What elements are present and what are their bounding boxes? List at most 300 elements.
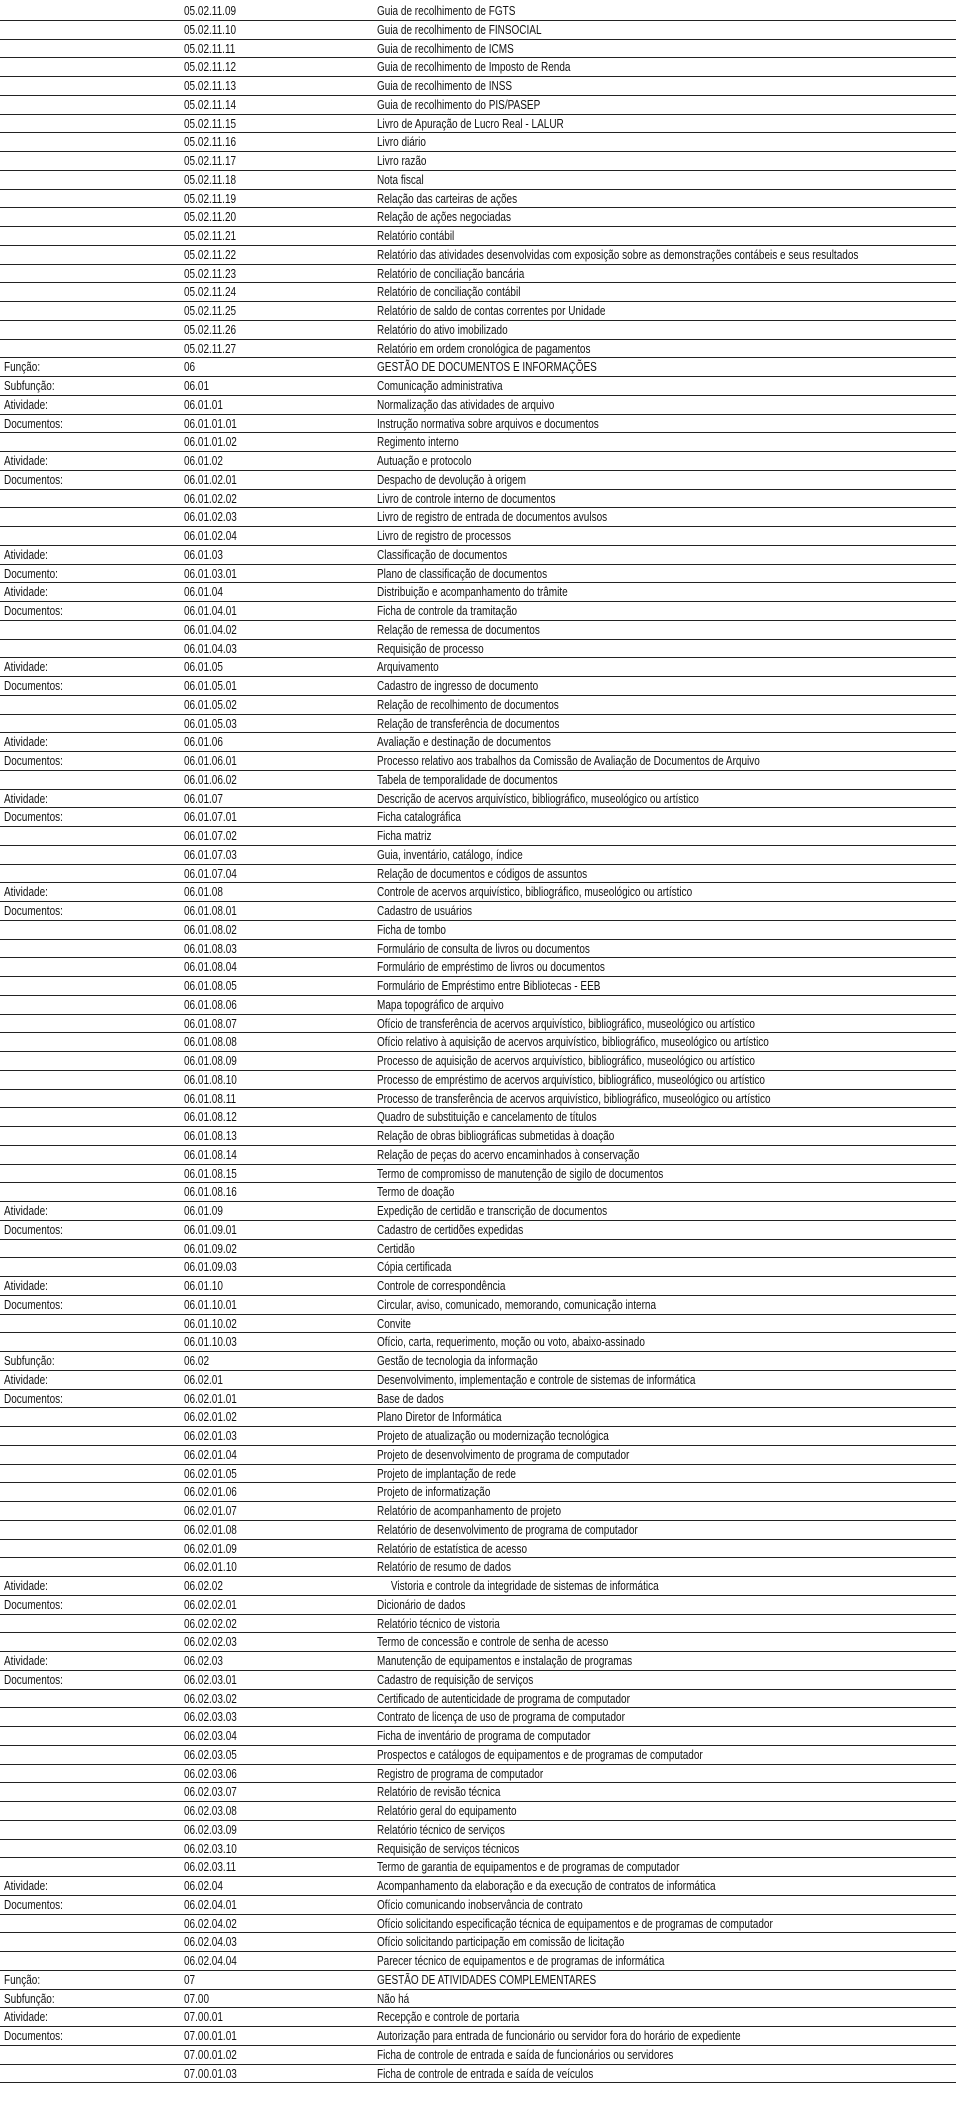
table-row (0, 40, 956, 59)
row-description: Classificação de documentos (377, 547, 508, 562)
table-row (0, 640, 956, 659)
row-code: 06 (184, 360, 196, 375)
table-row (0, 1315, 956, 1334)
row-code: 06.01 (184, 379, 210, 393)
row-label: Subfunção: (4, 1991, 55, 2006)
row-description: Avaliação e destinação de documentos (377, 735, 551, 750)
table-row (0, 1690, 956, 1709)
table-row (0, 1277, 956, 1296)
row-description: Relatório de estatística de acesso (377, 1541, 528, 1556)
table-row (0, 2065, 956, 2084)
table-row (0, 1015, 956, 1034)
row-label: Atividade: (4, 885, 48, 900)
row-description: Livro razão (377, 154, 427, 168)
table-row (0, 1202, 956, 1221)
table-row (0, 302, 956, 321)
row-description: Vistoria e controle da integridade de sistemas de informática (377, 1579, 659, 1593)
table-row (0, 77, 956, 96)
row-description: Relação de documentos e códigos de assuntos (377, 866, 588, 881)
row-description: Cadastro de requisição de serviços (377, 1672, 534, 1687)
table-row (0, 96, 956, 115)
row-description: Ofício, carta, requerimento, moção ou voto, abaixo-assinado (377, 1335, 645, 1350)
row-label: Atividade: (4, 454, 48, 468)
row-code: 06.02.01.08 (184, 1522, 237, 1537)
row-code: 06.01.03 (184, 547, 223, 562)
table-row (0, 808, 956, 827)
row-code: 05.02.11.17 (184, 154, 237, 168)
table-row (0, 1671, 956, 1690)
table-row (0, 152, 956, 171)
row-description: Livro de controle interno de documentos (377, 491, 556, 506)
row-code: 05.02.11.14 (184, 97, 237, 112)
row-description: Autorização para entrada de funcionário ou servidor fora do horário de expediente (377, 2029, 741, 2043)
row-code: 06.02.01.05 (184, 1466, 237, 1481)
table-row (0, 1333, 956, 1352)
row-description: Guia, inventário, catálogo, índice (377, 847, 523, 862)
row-code: 06.01.08.14 (184, 1147, 237, 1162)
row-description: Tabela de temporalidade de documentos (377, 772, 558, 787)
row-description: Prospectos e catálogos de equipamentos e de programas de computador (377, 1747, 703, 1762)
row-description: Relação de remessa de documentos (377, 622, 540, 637)
row-code: 06.02.02 (184, 1579, 223, 1593)
row-description: Livro de Apuração de Lucro Real - LALUR (377, 116, 564, 131)
row-code: 06.01.05.02 (184, 697, 237, 712)
row-code: 06.02.01.06 (184, 1485, 237, 1500)
table-row (0, 171, 956, 190)
row-code: 06.01.08.01 (184, 904, 237, 918)
row-description: Quadro de substituição e cancelamento de títulos (377, 1110, 597, 1125)
row-code: 06.01.01.01 (184, 416, 237, 431)
row-label: Atividade: (4, 660, 48, 675)
row-label: Documentos: (4, 1597, 63, 1612)
row-code: 07.00 (184, 1991, 210, 2006)
table-row (0, 433, 956, 452)
row-description: Certificado de autenticidade de programa de computador (377, 1691, 630, 1706)
table-row (0, 1258, 956, 1277)
row-code: 06.01.08 (184, 885, 223, 900)
row-description: Guia de recolhimento de FINSOCIAL (377, 22, 542, 37)
row-description: Termo de concessão e controle de senha de acesso (377, 1635, 609, 1650)
row-description: Instrução normativa sobre arquivos e documentos (377, 416, 599, 431)
row-description: Regimento interno (377, 435, 459, 450)
row-label: Atividade: (4, 2010, 48, 2025)
row-description: Cadastro de usuários (377, 904, 473, 918)
row-description: Nota fiscal (377, 172, 424, 187)
row-label: Atividade: (4, 1654, 48, 1668)
row-code: 06.01.08.09 (184, 1054, 237, 1068)
table-row (0, 452, 956, 471)
table-row (0, 2027, 956, 2046)
table-row (0, 733, 956, 752)
table-row (0, 658, 956, 677)
row-code: 06.01.10.03 (184, 1335, 237, 1350)
row-description: Gestão de tecnologia da informação (377, 1354, 538, 1368)
row-description: Relatório técnico de serviços (377, 1822, 505, 1837)
row-code: 05.02.11.27 (184, 341, 237, 356)
table-row (0, 1183, 956, 1202)
table-row (0, 396, 956, 415)
table-row (0, 340, 956, 359)
row-description: Termo de doação (377, 1185, 455, 1200)
row-description: Circular, aviso, comunicado, memorando, comunicação interna (377, 1297, 657, 1312)
table-row (0, 321, 956, 340)
row-code: 05.02.11.16 (184, 135, 237, 150)
row-label: Documento: (4, 566, 58, 581)
row-code: 05.02.11.26 (184, 322, 237, 337)
table-row (0, 1071, 956, 1090)
table-row (0, 1352, 956, 1371)
row-description: Formulário de Empréstimo entre Bibliotecas - EEB (377, 979, 601, 993)
table-row (0, 865, 956, 884)
row-label: Atividade: (4, 1372, 48, 1387)
row-description: Ficha catalográfica (377, 810, 461, 825)
row-code: 06.01.08.11 (184, 1091, 237, 1106)
table-row (0, 1052, 956, 1071)
row-description: Projeto de informatização (377, 1485, 491, 1500)
row-code: 06.02.04 (184, 1879, 223, 1893)
row-code: 06.02.01.02 (184, 1410, 237, 1425)
row-description: Parecer técnico de equipamentos e de programas de informática (377, 1954, 665, 1968)
row-code: 06.02.03.06 (184, 1766, 237, 1781)
table-row (0, 752, 956, 771)
row-description: Termo de compromisso de manutenção de sigilo de documentos (377, 1166, 664, 1181)
table-row (0, 1446, 956, 1465)
table-row (0, 1971, 956, 1990)
table-row (0, 1090, 956, 1109)
row-description: Guia de recolhimento de FGTS (377, 4, 516, 18)
row-description: Requisição de processo (377, 641, 484, 656)
row-code: 06.01.07.04 (184, 866, 237, 881)
row-description: Certidão (377, 1241, 415, 1256)
table-row (0, 2008, 956, 2027)
row-description: Processo de aquisição de acervos arquivístico, bibliográfico, museológico ou artístico (377, 1054, 755, 1068)
row-code: 06.01.06 (184, 735, 223, 750)
row-code: 06.02.01.03 (184, 1429, 237, 1443)
row-label: Documentos: (4, 754, 63, 768)
row-description: Processo relativo aos trabalhos da Comissão de Avaliação de Documentos de Arquivo (377, 754, 760, 768)
row-code: 07.00.01.03 (184, 2066, 237, 2081)
table-row (0, 1802, 956, 1821)
table-row (0, 415, 956, 434)
row-code: 06.02.03.08 (184, 1804, 237, 1818)
table-row (0, 283, 956, 302)
table-row (0, 602, 956, 621)
row-description: Relação de transferência de documentos (377, 716, 560, 731)
table-row (0, 1427, 956, 1446)
row-code: 06.02.03.04 (184, 1729, 237, 1743)
row-code: 06.02.01.09 (184, 1541, 237, 1556)
table-row (0, 1240, 956, 1259)
row-code: 06.01.05.03 (184, 716, 237, 731)
row-code: 06.02.04.04 (184, 1954, 237, 1968)
table-row (0, 227, 956, 246)
row-description: Mapa topográfico de arquivo (377, 997, 504, 1012)
row-description: Autuação e protocolo (377, 454, 472, 468)
row-code: 05.02.11.15 (184, 116, 237, 131)
table-row (0, 790, 956, 809)
row-code: 06.01.05 (184, 660, 223, 675)
row-code: 06.02.03.10 (184, 1841, 237, 1856)
row-label: Documentos: (4, 604, 63, 618)
row-code: 06.01.02.03 (184, 510, 237, 525)
row-label: Atividade: (4, 397, 48, 412)
table-row (0, 508, 956, 527)
row-label: Subfunção: (4, 1354, 55, 1368)
row-code: 05.02.11.23 (184, 266, 237, 281)
row-code: 06.01.04.01 (184, 604, 237, 618)
row-code: 06.01.08.02 (184, 922, 237, 937)
row-description: Ficha de tombo (377, 922, 446, 937)
table-row (0, 977, 956, 996)
row-description: Guia de recolhimento do PIS/PASEP (377, 97, 541, 112)
row-description: Relatório do ativo imobilizado (377, 322, 508, 337)
row-code: 06.01.01 (184, 397, 223, 412)
table-row (0, 1765, 956, 1784)
table-row (0, 1858, 956, 1877)
table-row (0, 958, 956, 977)
table-row (0, 1390, 956, 1409)
row-description: Dicionário de dados (377, 1597, 466, 1612)
row-code: 06.02.01.07 (184, 1504, 237, 1518)
row-code: 06.02.03.11 (184, 1860, 237, 1875)
row-code: 06.01.09.03 (184, 1260, 237, 1275)
table-row (0, 1371, 956, 1390)
table-row (0, 21, 956, 40)
table-row (0, 565, 956, 584)
table-row (0, 1877, 956, 1896)
row-description: Manutenção de equipamentos e instalação de programas (377, 1654, 633, 1668)
row-code: 06.02.03.05 (184, 1747, 237, 1762)
table-row (0, 921, 956, 940)
row-description: Relatório de revisão técnica (377, 1785, 501, 1800)
row-label: Atividade: (4, 547, 48, 562)
table-row (0, 1708, 956, 1727)
table-row (0, 2046, 956, 2065)
row-description: Relatório de conciliação bancária (377, 266, 525, 281)
row-description: Convite (377, 1316, 411, 1331)
table-row (0, 1465, 956, 1484)
classification-table (0, 2, 956, 2083)
row-code: 06.01.02.01 (184, 472, 237, 487)
row-label: Atividade: (4, 1579, 48, 1593)
row-code: 06.01.03.01 (184, 566, 237, 581)
row-code: 06.01.08.13 (184, 1129, 237, 1143)
row-description: Plano Diretor de Informática (377, 1410, 502, 1425)
row-code: 06.01.10.02 (184, 1316, 237, 1331)
table-row (0, 1408, 956, 1427)
table-row (0, 377, 956, 396)
table-row (0, 1952, 956, 1971)
table-row (0, 996, 956, 1015)
row-code: 06.02.04.03 (184, 1935, 237, 1950)
row-code: 06.01.06.02 (184, 772, 237, 787)
row-description: Contrato de licença de uso de programa de computador (377, 1710, 625, 1725)
row-label: Atividade: (4, 735, 48, 750)
table-row (0, 1577, 956, 1596)
row-code: 06.01.07.02 (184, 829, 237, 843)
table-row (0, 527, 956, 546)
row-code: 07.00.01 (184, 2010, 223, 2025)
row-description: Cópia certificada (377, 1260, 452, 1275)
row-code: 06.02.01.01 (184, 1391, 237, 1406)
row-description: GESTÃO DE ATIVIDADES COMPLEMENTARES (377, 1972, 597, 1987)
table-row (0, 265, 956, 284)
table-row (0, 1127, 956, 1146)
table-row (0, 358, 956, 377)
row-description: Processo de empréstimo de acervos arquivístico, bibliográfico, museológico ou artístico (377, 1072, 765, 1087)
table-row (0, 1146, 956, 1165)
row-description: Descrição de acervos arquivístico, bibliográfico, museológico ou artístico (377, 791, 699, 806)
row-description: Guia de recolhimento de INSS (377, 79, 513, 93)
row-code: 06.01.08.08 (184, 1035, 237, 1050)
table-row (0, 1915, 956, 1934)
table-row (0, 1521, 956, 1540)
row-description: Guia de recolhimento de ICMS (377, 41, 514, 56)
table-row (0, 2, 956, 21)
row-description: Recepção e controle de portaria (377, 2010, 520, 2025)
row-description: Projeto de implantação de rede (377, 1466, 516, 1481)
row-description: Ficha de controle de entrada e saída de veículos (377, 2066, 594, 2081)
row-label: Documentos: (4, 472, 63, 487)
row-description: Base de dados (377, 1391, 444, 1406)
row-description: Desenvolvimento, implementação e controle de sistemas de informática (377, 1372, 696, 1387)
row-code: 05.02.11.09 (184, 4, 237, 18)
row-description: Relação de peças do acervo encaminhados à conservação (377, 1147, 640, 1162)
row-description: Formulário de empréstimo de livros ou documentos (377, 960, 605, 975)
row-code: 05.02.11.25 (184, 304, 237, 318)
row-description: Cadastro de ingresso de documento (377, 679, 539, 693)
table-row (0, 246, 956, 265)
row-code: 06.01.04.02 (184, 622, 237, 637)
row-description: Arquivamento (377, 660, 439, 675)
row-description: Relatório contábil (377, 229, 455, 243)
row-code: 06.01.09.02 (184, 1241, 237, 1256)
table-row (0, 1540, 956, 1559)
row-label: Documentos: (4, 1222, 63, 1237)
row-code: 05.02.11.10 (184, 22, 237, 37)
row-code: 06.02.04.02 (184, 1916, 237, 1931)
table-row (0, 190, 956, 209)
row-description: Ofício de transferência de acervos arquivístico, bibliográfico, museológico ou artístico (377, 1016, 755, 1031)
row-description: Normalização das atividades de arquivo (377, 397, 555, 412)
row-label: Atividade: (4, 1879, 48, 1893)
row-description: Livro de registro de processos (377, 529, 511, 543)
row-description: Controle de correspondência (377, 1279, 506, 1293)
row-description: Ofício comunicando inobservância de contrato (377, 1897, 583, 1912)
row-code: 06.02.03.03 (184, 1710, 237, 1725)
table-row (0, 1933, 956, 1952)
row-code: 06.01.10.01 (184, 1297, 237, 1312)
table-row (0, 1502, 956, 1521)
row-code: 06.01.08.06 (184, 997, 237, 1012)
row-label: Atividade: (4, 585, 48, 600)
table-row (0, 1221, 956, 1240)
row-label: Documentos: (4, 1391, 63, 1406)
table-row (0, 1727, 956, 1746)
table-row (0, 902, 956, 921)
table-row (0, 1296, 956, 1315)
row-code: 06.02.01.10 (184, 1560, 237, 1575)
table-row (0, 1033, 956, 1052)
table-row (0, 677, 956, 696)
table-row (0, 715, 956, 734)
row-code: 06.01.04.03 (184, 641, 237, 656)
row-code: 06.02.01 (184, 1372, 223, 1387)
table-row (0, 1783, 956, 1802)
row-description: Relação das carteiras de ações (377, 191, 518, 206)
row-code: 06.02.03.02 (184, 1691, 237, 1706)
row-description: Ofício relativo à aquisição de acervos arquivístico, bibliográfico, museológico ou artístico (377, 1035, 769, 1050)
row-code: 06.01.09.01 (184, 1222, 237, 1237)
row-description: Não há (377, 1991, 410, 2006)
row-code: 06.01.02 (184, 454, 223, 468)
row-code: 06.01.08.16 (184, 1185, 237, 1200)
row-label: Atividade: (4, 791, 48, 806)
row-description: Termo de garantia de equipamentos e de programas de computador (377, 1860, 680, 1875)
table-row (0, 208, 956, 227)
row-description: Formulário de consulta de livros ou documentos (377, 941, 590, 956)
table-row (0, 583, 956, 602)
table-row (0, 1483, 956, 1502)
row-description: Livro de registro de entrada de documentos avulsos (377, 510, 608, 525)
row-description: Relatório de resumo de dados (377, 1560, 511, 1575)
row-description: Comunicação administrativa (377, 379, 503, 393)
table-row (0, 827, 956, 846)
row-code: 06.01.08.07 (184, 1016, 237, 1031)
row-description: Registro de programa de computador (377, 1766, 544, 1781)
row-code: 05.02.11.11 (184, 41, 236, 56)
row-description: Relatório de conciliação contábil (377, 285, 521, 300)
row-label: Documentos: (4, 1297, 63, 1312)
row-description: Cadastro de certidões expedidas (377, 1222, 524, 1237)
row-description: Ficha de inventário de programa de computador (377, 1729, 591, 1743)
row-description: Ofício solicitando especificação técnica de equipamentos e de programas de computador (377, 1916, 773, 1931)
row-code: 06.01.07 (184, 791, 223, 806)
row-label: Função: (4, 1972, 41, 1987)
row-code: 05.02.11.12 (184, 60, 237, 75)
row-code: 06.01.04 (184, 585, 223, 600)
row-code: 06.02.03 (184, 1654, 223, 1668)
table-row (0, 1615, 956, 1634)
row-description: Relatório de saldo de contas correntes por Unidade (377, 304, 606, 318)
row-label: Documentos: (4, 810, 63, 825)
row-description: Acompanhamento da elaboração e da execução de contratos de informática (377, 1879, 716, 1893)
row-description: Relatório em ordem cronológica de pagamentos (377, 341, 591, 356)
row-description: Relatório técnico de vistoria (377, 1616, 500, 1631)
table-row (0, 1840, 956, 1859)
row-code: 05.02.11.13 (184, 79, 237, 93)
table-row (0, 1652, 956, 1671)
row-code: 06.02.03.09 (184, 1822, 237, 1837)
row-code: 06.01.08.05 (184, 979, 237, 993)
row-description: Ficha matriz (377, 829, 432, 843)
table-row (0, 1746, 956, 1765)
table-row (0, 1108, 956, 1127)
row-description: Projeto de desenvolvimento de programa de computador (377, 1447, 630, 1462)
table-row (0, 621, 956, 640)
row-code: 06.01.08.10 (184, 1072, 237, 1087)
row-description: Relatório de desenvolvimento de programa de computador (377, 1522, 638, 1537)
table-row (0, 1558, 956, 1577)
row-code: 06.01.08.03 (184, 941, 237, 956)
row-description: Processo de transferência de acervos arquivístico, bibliográfico, museológico ou artístico (377, 1091, 771, 1106)
row-label: Documentos: (4, 904, 63, 918)
table-row (0, 696, 956, 715)
row-code: 06.02.01.04 (184, 1447, 237, 1462)
row-label: Documentos: (4, 679, 63, 693)
row-code: 06.02.03.01 (184, 1672, 237, 1687)
row-code: 06.01.08.15 (184, 1166, 237, 1181)
